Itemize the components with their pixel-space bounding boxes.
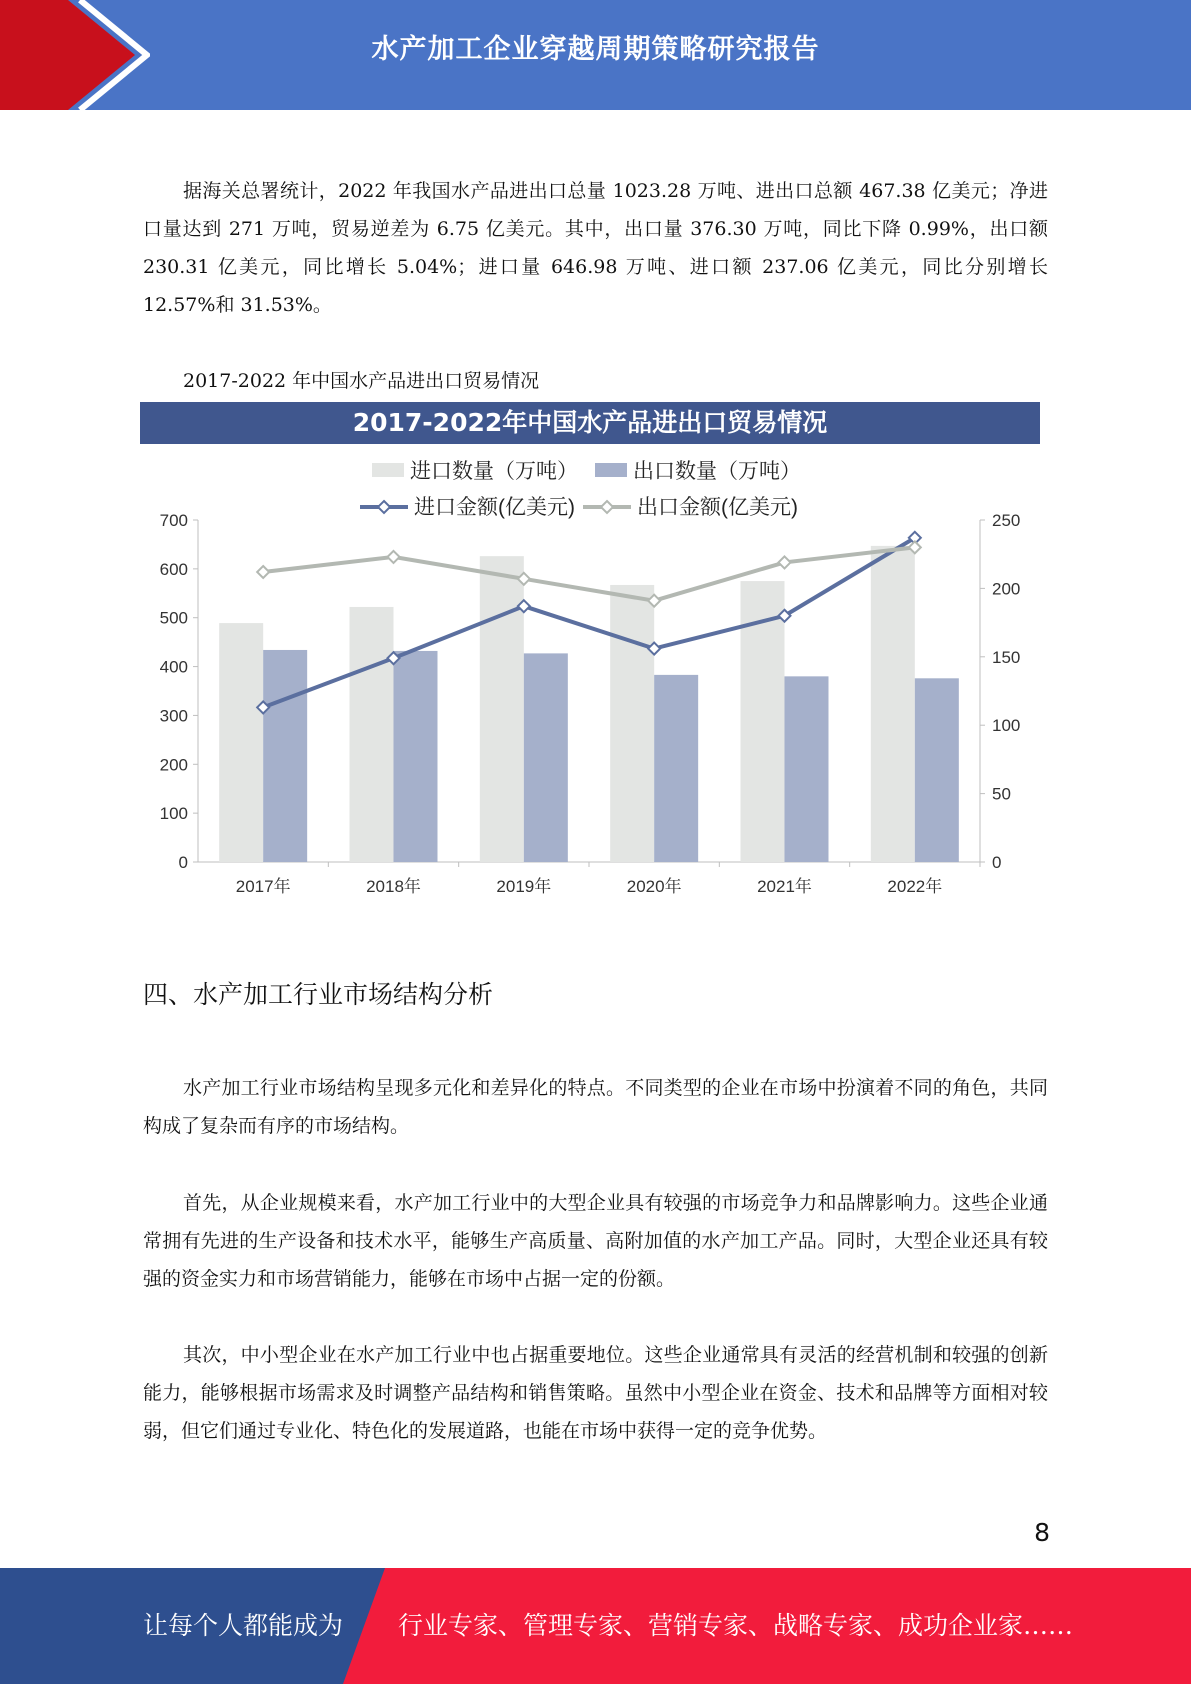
x-axis-tick-label: 2019年 xyxy=(496,877,552,896)
x-axis-tick-label: 2020年 xyxy=(626,877,682,896)
export-value-marker xyxy=(388,551,400,563)
export-volume-bar xyxy=(263,650,307,862)
legend-import-volume-label: 进口数量（万吨） xyxy=(410,460,578,483)
right-axis-tick-label: 100 xyxy=(992,716,1021,736)
left-axis-tick-label: 200 xyxy=(159,755,188,775)
figure-caption: 2017-2022 年中国水产品进出口贸易情况 xyxy=(183,370,540,392)
left-axis-tick-label: 700 xyxy=(159,511,188,530)
left-axis-tick-label: 400 xyxy=(159,657,188,677)
section-paragraph-3: 其次，中小型企业在水产加工行业中也占据重要地位。这些企业通常具有灵活的经营机制和较强的创新能力，能够根据市场需求及时调整产品结构和销售策略。虽然中小型企业在资金、技术和品牌等方面相对较弱，但它们通过专业化、特色化的发展道路，也能在市场中获得一定的竞争优势。 xyxy=(143,1344,1048,1442)
section-paragraph-2: 首先，从企业规模来看，水产加工行业中的大型企业具有较强的市场竞争力和品牌影响力。这些企业通常拥有先进的生产设备和技术水平，能够生产高质量、高附加值的水产加工产品。同时，大型企业还具有较强的资金实力和市场营销能力，能够在市场中占据一定的份额。 xyxy=(143,1192,1048,1290)
export-value-marker xyxy=(779,556,791,568)
import-volume-bar xyxy=(871,546,915,862)
export-volume-bar xyxy=(654,675,698,862)
left-axis-tick-label: 500 xyxy=(159,608,188,628)
report-title: 水产加工企业穿越周期策略研究报告 xyxy=(371,34,820,65)
right-axis-tick-label: 150 xyxy=(992,647,1021,667)
x-axis-tick-label: 2017年 xyxy=(235,877,291,896)
export-volume-bar xyxy=(785,676,829,862)
x-axis-tick-label: 2018年 xyxy=(366,877,421,896)
right-axis-tick-label: 0 xyxy=(992,853,1002,872)
legend-import-value-marker xyxy=(378,501,390,513)
footer-slogan-left: 让每个人都能成为 xyxy=(143,1611,344,1640)
legend-export-value-label: 出口金额(亿美元) xyxy=(637,496,798,519)
export-value-marker xyxy=(257,566,269,578)
import-volume-bar xyxy=(610,585,654,862)
chart-plot xyxy=(140,444,1040,920)
left-axis-tick-label: 100 xyxy=(159,804,188,824)
export-volume-bar xyxy=(524,653,568,862)
page-number: 8 xyxy=(1034,1518,1050,1547)
legend-export-volume-label: 出口数量（万吨） xyxy=(633,460,801,483)
export-value-line xyxy=(263,547,915,600)
export-volume-bar xyxy=(915,678,959,862)
legend-import-value-label: 进口金额(亿美元) xyxy=(414,496,575,519)
import-volume-bar xyxy=(219,623,263,862)
import-volume-bar xyxy=(350,607,394,862)
left-axis-tick-label: 300 xyxy=(159,706,188,726)
right-axis-tick-label: 50 xyxy=(992,784,1011,804)
import-volume-bar xyxy=(480,556,524,862)
page-header xyxy=(0,0,1191,110)
export-volume-bar xyxy=(394,651,438,862)
x-axis-tick-label: 2021年 xyxy=(757,877,812,896)
footer-slogan-right: 行业专家、管理专家、营销专家、战略专家、成功企业家…… xyxy=(398,1611,1074,1640)
right-axis-tick-label: 250 xyxy=(992,511,1021,530)
page-footer xyxy=(0,1568,1191,1684)
intro-paragraph: 据海关总署统计，2022 年我国水产品进出口总量 1023.28 万吨、进出口总额 467.38 亿美元；净进口量达到 271 万吨，贸易逆差为 6.75 亿美元。其中，出口量 376.30 万吨，同比下降 0.99%，出口额 230.31 亿美元，同比增长 5.04%；进口量 646.98 万吨、进口额 237.06 亿美元，同比分别增长 12.57%和 31.53%。 xyxy=(143,180,1048,316)
legend-export-volume-swatch xyxy=(595,463,627,477)
chart-title: 2017-2022年中国水产品进出口贸易情况 xyxy=(140,402,1040,444)
right-axis-tick-label: 200 xyxy=(992,579,1021,599)
trade-chart xyxy=(140,402,1040,920)
legend-export-value-marker xyxy=(601,501,613,513)
x-axis-tick-label: 2022年 xyxy=(887,877,943,896)
left-axis-tick-label: 600 xyxy=(159,559,188,579)
left-axis-tick-label: 0 xyxy=(178,853,188,872)
legend-import-volume-swatch xyxy=(372,463,404,477)
section-heading: 四、水产加工行业市场结构分析 xyxy=(143,980,494,1009)
section-paragraph-1: 水产加工行业市场结构呈现多元化和差异化的特点。不同类型的企业在市场中扮演着不同的角色，共同构成了复杂而有序的市场结构。 xyxy=(143,1077,1048,1137)
